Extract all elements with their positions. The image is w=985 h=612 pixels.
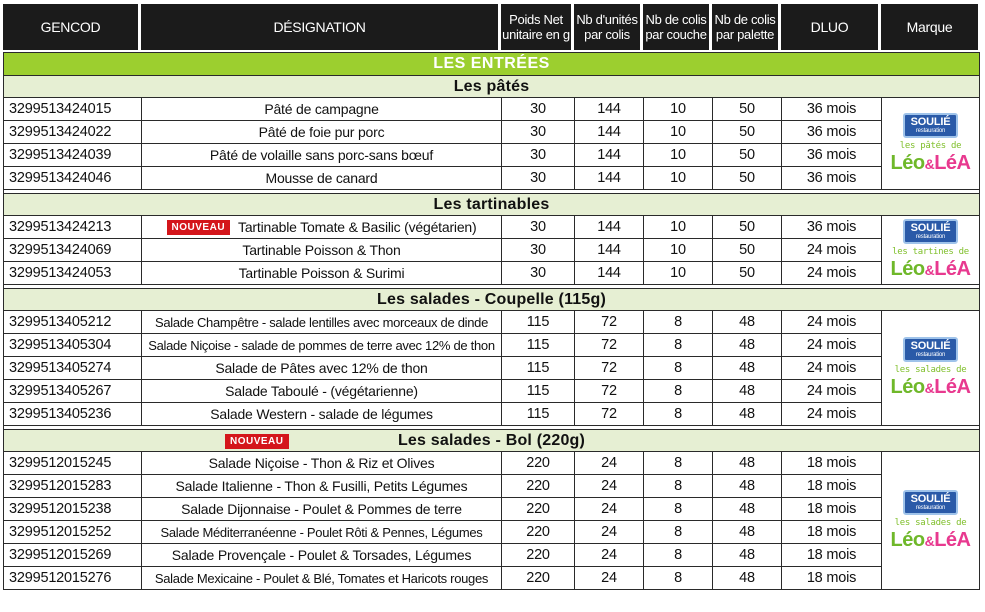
dluo-cell: 36 mois	[782, 167, 882, 190]
leo-text: Léo	[890, 376, 925, 398]
dluo-cell: 36 mois	[782, 98, 882, 121]
designation-text: Pâté de foie pur porc	[258, 124, 385, 140]
soulie-sub: restauration	[915, 504, 946, 511]
table-row	[4, 98, 980, 121]
table-row	[4, 544, 980, 567]
subsection-title-text: Les salades - Bol (220g)	[397, 431, 586, 449]
header-marque	[881, 4, 978, 50]
designation-text: Salade de Pâtes avec 12% de thon	[215, 360, 428, 376]
designation-text: Salade Provençale - Poulet & Torsades, Légumes	[171, 547, 472, 563]
brand-cell	[882, 216, 980, 285]
gencod-cell: 3299513424069	[4, 239, 142, 262]
soulie-logo	[903, 337, 959, 362]
gencod-cell: 3299513405267	[4, 380, 142, 403]
designation-text: Tartinable Poisson & Thon	[242, 242, 401, 258]
dluo-cell: 24 mois	[782, 239, 882, 262]
unites-cell: 144	[575, 239, 644, 262]
brand-cell	[882, 311, 980, 426]
poids-cell: 30	[502, 216, 575, 239]
poids-cell: 30	[502, 121, 575, 144]
designation-cell	[142, 498, 502, 521]
unites-cell: 144	[575, 167, 644, 190]
palette-cell: 50	[713, 144, 782, 167]
couche-cell: 8	[644, 311, 713, 334]
lea-text: LéA	[934, 151, 971, 174]
table-row	[4, 498, 980, 521]
dluo-cell: 36 mois	[782, 121, 882, 144]
lea-text: LéA	[934, 258, 971, 280]
subsection-title	[4, 430, 980, 452]
brand-logo	[882, 490, 979, 552]
leo-text: Léo	[890, 528, 925, 551]
palette-cell: 48	[713, 334, 782, 357]
designation-text: Salade Taboulé - (végétarienne)	[225, 383, 418, 399]
designation-cell	[142, 167, 502, 190]
dluo-cell: 36 mois	[782, 144, 882, 167]
unites-cell: 24	[575, 567, 644, 590]
header-couche-line1: Nb de colis	[645, 12, 707, 27]
gencod-cell: 3299512015283	[4, 475, 142, 498]
designation-cell	[142, 216, 502, 239]
designation-cell	[142, 403, 502, 426]
unites-cell: 144	[575, 121, 644, 144]
table-row	[4, 144, 980, 167]
couche-cell: 10	[644, 121, 713, 144]
palette-cell: 48	[713, 403, 782, 426]
soulie-logo	[903, 490, 959, 515]
designation-cell	[142, 475, 502, 498]
subsection-row	[4, 194, 980, 216]
couche-cell: 10	[644, 239, 713, 262]
soulie-name: SOULIÉ	[910, 222, 951, 234]
header-designation-label: DÉSIGNATION	[273, 19, 366, 35]
nouveau-badge: NOUVEAU	[225, 434, 289, 449]
designation-cell	[142, 567, 502, 590]
soulie-sub: restauration	[915, 352, 946, 358]
subsection-title-text: Les salades - Coupelle (115g)	[377, 290, 606, 308]
designation-cell	[142, 357, 502, 380]
unites-cell: 24	[575, 544, 644, 567]
table-row	[4, 475, 980, 498]
soulie-name: SOULIÉ	[910, 115, 951, 128]
gencod-cell: 3299513405274	[4, 357, 142, 380]
designation-text: Pâté de volaille sans porc-sans bœuf	[209, 147, 434, 163]
dluo-cell: 18 mois	[782, 498, 882, 521]
header-gencod-label: GENCOD	[40, 19, 101, 35]
palette-cell: 50	[713, 239, 782, 262]
unites-cell: 72	[575, 380, 644, 403]
product-table-wrapper	[3, 52, 978, 605]
amp-text: &	[924, 380, 935, 396]
unites-cell: 72	[575, 311, 644, 334]
table-row	[4, 311, 980, 334]
couche-cell: 8	[644, 544, 713, 567]
dluo-cell: 24 mois	[782, 357, 882, 380]
designation-cell	[142, 262, 502, 285]
palette-cell: 50	[713, 262, 782, 285]
table-row	[4, 121, 980, 144]
palette-cell: 48	[713, 311, 782, 334]
designation-cell	[142, 452, 502, 475]
designation-cell	[142, 144, 502, 167]
soulie-logo	[903, 113, 959, 138]
designation-text: Pâté de campagne	[264, 101, 379, 117]
designation-text: Salade Niçoise - salade de pommes de terre avec 12% de thon	[148, 337, 495, 353]
table-row	[4, 403, 980, 426]
table-row	[4, 452, 980, 475]
nouveau-badge: NOUVEAU	[167, 220, 231, 235]
unites-cell: 24	[575, 498, 644, 521]
gencod-cell: 3299512015252	[4, 521, 142, 544]
leo-lea-logo	[891, 258, 971, 281]
poids-cell: 115	[502, 311, 575, 334]
unites-cell: 72	[575, 403, 644, 426]
amp-text: &	[924, 262, 935, 278]
palette-cell: 48	[713, 380, 782, 403]
soulie-logo	[903, 219, 959, 244]
poids-cell: 220	[502, 475, 575, 498]
designation-text: Salade Méditerranéenne - Poulet Rôti & Pennes, Légumes	[160, 524, 483, 540]
header-dluo-label: DLUO	[810, 19, 849, 35]
gencod-cell: 3299512015276	[4, 567, 142, 590]
dluo-cell: 24 mois	[782, 380, 882, 403]
poids-cell: 115	[502, 334, 575, 357]
subsection-title	[4, 289, 980, 311]
gencod-cell: 3299513424039	[4, 144, 142, 167]
couche-cell: 10	[644, 98, 713, 121]
table-row	[4, 521, 980, 544]
designation-text: Salade Italienne - Thon & Fusilli, Petits Légumes	[175, 478, 468, 494]
subsection-row	[4, 430, 980, 452]
designation-text: Salade Dijonnaise - Poulet & Pommes de terre	[181, 501, 462, 517]
header-poids	[501, 4, 571, 50]
designation-cell	[142, 239, 502, 262]
designation-text: Tartinable Poisson & Surimi	[238, 265, 405, 281]
unites-cell: 72	[575, 334, 644, 357]
designation-cell	[142, 98, 502, 121]
unites-cell: 144	[575, 144, 644, 167]
palette-cell: 48	[713, 452, 782, 475]
table-row	[4, 239, 980, 262]
couche-cell: 8	[644, 475, 713, 498]
poids-cell: 220	[502, 567, 575, 590]
header-gencod	[3, 4, 138, 50]
leo-lea-logo	[891, 376, 971, 399]
poids-cell: 30	[502, 167, 575, 190]
poids-cell: 220	[502, 544, 575, 567]
couche-cell: 8	[644, 357, 713, 380]
gencod-cell: 3299513405212	[4, 311, 142, 334]
leo-text: Léo	[890, 258, 925, 280]
table-row	[4, 216, 980, 239]
palette-cell: 50	[713, 167, 782, 190]
poids-cell: 220	[502, 498, 575, 521]
dluo-cell: 18 mois	[782, 521, 882, 544]
section-row	[4, 53, 980, 76]
couche-cell: 8	[644, 498, 713, 521]
gencod-cell: 3299513424213	[4, 216, 142, 239]
header-poids-line1: Poids Net	[509, 12, 563, 27]
table-row	[4, 262, 980, 285]
dluo-cell: 18 mois	[782, 544, 882, 567]
designation-cell	[142, 521, 502, 544]
subsection-title-text: Les tartinables	[433, 195, 550, 213]
soulie-sub: restauration	[915, 127, 946, 134]
dluo-cell: 24 mois	[782, 311, 882, 334]
unites-cell: 24	[575, 452, 644, 475]
subsection-title-text: Les pâtés	[453, 77, 530, 95]
brand-tagline: les salades de	[894, 517, 967, 528]
section-title: LES ENTRÉES	[4, 53, 980, 76]
palette-cell: 50	[713, 98, 782, 121]
designation-text: Salade Mexicaine - Poulet & Blé, Tomates et Haricots rouges	[154, 570, 489, 586]
lea-text: LéA	[934, 376, 971, 398]
brand-logo	[882, 113, 979, 175]
table-row	[4, 334, 980, 357]
subsection-row	[4, 76, 980, 98]
unites-cell: 144	[575, 216, 644, 239]
designation-cell	[142, 334, 502, 357]
dluo-cell: 18 mois	[782, 475, 882, 498]
poids-cell: 30	[502, 144, 575, 167]
couche-cell: 10	[644, 144, 713, 167]
designation-text: Salade Niçoise - Thon & Riz et Olives	[208, 455, 435, 471]
palette-cell: 50	[713, 216, 782, 239]
soulie-name: SOULIÉ	[910, 340, 951, 352]
header-palette-line2: par palette	[715, 27, 775, 42]
unites-cell: 24	[575, 521, 644, 544]
leo-text: Léo	[890, 151, 925, 174]
header-unites-line2: par colis	[584, 27, 630, 42]
unites-cell: 24	[575, 475, 644, 498]
subsection-title	[4, 194, 980, 216]
brand-tagline: les tartines de	[892, 247, 969, 257]
couche-cell: 10	[644, 216, 713, 239]
designation-cell	[142, 380, 502, 403]
unites-cell: 144	[575, 262, 644, 285]
dluo-cell: 36 mois	[782, 216, 882, 239]
poids-cell: 115	[502, 380, 575, 403]
brand-cell	[882, 98, 980, 190]
couche-cell: 8	[644, 403, 713, 426]
gencod-cell: 3299512015245	[4, 452, 142, 475]
unites-cell: 144	[575, 98, 644, 121]
designation-cell	[142, 544, 502, 567]
soulie-name: SOULIÉ	[910, 492, 951, 505]
poids-cell: 115	[502, 357, 575, 380]
gencod-cell: 3299512015269	[4, 544, 142, 567]
palette-cell: 50	[713, 121, 782, 144]
poids-cell: 220	[502, 452, 575, 475]
designation-cell	[142, 311, 502, 334]
leo-lea-logo	[891, 529, 971, 552]
leo-lea-logo	[891, 152, 971, 175]
brand-cell	[882, 452, 980, 590]
poids-cell: 115	[502, 403, 575, 426]
couche-cell: 8	[644, 452, 713, 475]
brand-logo	[882, 337, 979, 399]
header-poids-line2: unitaire en g	[502, 27, 570, 42]
soulie-sub: restauration	[915, 234, 946, 240]
subsection-title	[4, 76, 980, 98]
designation-text: Mousse de canard	[265, 170, 378, 186]
brand-logo	[882, 219, 979, 281]
dluo-cell: 24 mois	[782, 262, 882, 285]
couche-cell: 8	[644, 334, 713, 357]
dluo-cell: 18 mois	[782, 567, 882, 590]
poids-cell: 30	[502, 262, 575, 285]
amp-text: &	[924, 532, 935, 549]
header-palette-line1: Nb de colis	[714, 12, 776, 27]
gencod-cell: 3299512015238	[4, 498, 142, 521]
couche-cell: 8	[644, 380, 713, 403]
designation-text: Tartinable Tomate & Basilic (végétarien)	[238, 218, 477, 235]
table-row	[4, 380, 980, 403]
header-unites	[574, 4, 640, 50]
unites-cell: 72	[575, 357, 644, 380]
palette-cell: 48	[713, 567, 782, 590]
brand-tagline: les pâtés de	[899, 140, 962, 151]
table-row	[4, 357, 980, 380]
palette-cell: 48	[713, 357, 782, 380]
designation-cell	[142, 121, 502, 144]
header-dluo	[781, 4, 878, 50]
gencod-cell: 3299513424022	[4, 121, 142, 144]
couche-cell: 8	[644, 567, 713, 590]
palette-cell: 48	[713, 521, 782, 544]
couche-cell: 10	[644, 262, 713, 285]
poids-cell: 30	[502, 98, 575, 121]
header-marque-label: Marque	[906, 19, 953, 35]
poids-cell: 220	[502, 521, 575, 544]
couche-cell: 8	[644, 521, 713, 544]
gencod-cell: 3299513405304	[4, 334, 142, 357]
header-unites-line1: Nb d'unités	[576, 12, 638, 27]
palette-cell: 48	[713, 498, 782, 521]
designation-text: Salade Western - salade de légumes	[210, 406, 433, 422]
gencod-cell: 3299513424053	[4, 262, 142, 285]
dluo-cell: 24 mois	[782, 403, 882, 426]
couche-cell: 10	[644, 167, 713, 190]
product-table-body	[4, 53, 980, 590]
palette-cell: 48	[713, 544, 782, 567]
dluo-cell: 18 mois	[782, 452, 882, 475]
dluo-cell: 24 mois	[782, 334, 882, 357]
lea-text: LéA	[934, 528, 971, 551]
header-designation	[141, 4, 498, 50]
table-row	[4, 567, 980, 590]
gencod-cell: 3299513405236	[4, 403, 142, 426]
header-palette	[712, 4, 778, 50]
palette-cell: 48	[713, 475, 782, 498]
gencod-cell: 3299513424015	[4, 98, 142, 121]
amp-text: &	[924, 155, 935, 172]
product-table	[3, 52, 980, 590]
poids-cell: 30	[502, 239, 575, 262]
header-couche	[643, 4, 709, 50]
subsection-row	[4, 289, 980, 311]
brand-tagline: les salades de	[894, 365, 967, 375]
table-row	[4, 167, 980, 190]
gencod-cell: 3299513424046	[4, 167, 142, 190]
header-couche-line2: par couche	[645, 27, 707, 42]
designation-text: Salade Champêtre - salade lentilles avec morceaux de dinde	[154, 314, 489, 330]
